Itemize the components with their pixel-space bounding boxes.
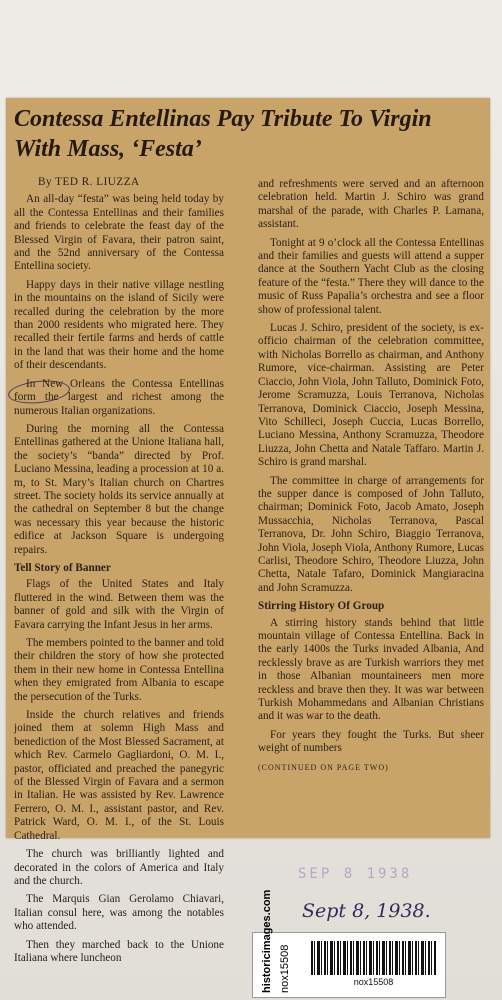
barcode-number: nox15508 (353, 977, 394, 987)
paragraph: Tonight at 9 o’clock all the Contessa Entellinas and their families and guests will attend a supper dance at the Southern Yacht Club as the closing feature of the “festa.” There they will dance to the music of Russ Papalia’s orchestra and see a floor show of professional talent. (258, 236, 484, 316)
paragraph: Lucas J. Schiro, president of the society, is ex-officio chairman of the celebration committee, with Nicholas Borrello as chairman, and Anthony Rumore, vice-chairman. Assisting are Peter Ciaccio, John Viola, John Talluto, Dominick Foto, Jerome Scramuzza, Louis Terranova, Nicholas Terranova, Dominick Ciaccio, Joseph Messina, Vito Schilleci, Joseph Cuccia, Lucas Borrello, Luciano Messina, Anthony Scramuzza, Theodore Liuzza, John Chetta and Natale Taffaro. Martin J. Schiro is grand marshal. (258, 322, 484, 469)
continued-notice: (CONTINUED ON PAGE TWO) (258, 762, 389, 772)
barcode-bars (311, 941, 436, 975)
paragraph: The members pointed to the banner and told their children the story of how she protected them in their new home in Contessa Entellina when they emigrated from Albania to escape the persecution of the Turks. (14, 637, 224, 703)
paragraph: Flags of the United States and Italy fluttered in the wind. Between them was the banner of gold and silk with the Virgin of Favara carrying the Infant Jesus in her arms. (14, 578, 224, 631)
paragraph: and refreshments were served and an afternoon celebration held. Martin J. Schiro was grand marshal of the parade, with Charles P. Lamana, assistant. (258, 178, 484, 231)
paragraph: The Marquis Gian Gerolamo Chiavari, Italian consul here, was among the notables who attended. (14, 893, 224, 933)
headline: Contessa Entellinas Pay Tribute To Virgin With Mass, ‘Festa’ (14, 106, 432, 162)
paragraph: In New Orleans the Contessa Entellinas form the largest and richest among the numerous Italian organizations. (14, 377, 224, 417)
paragraph: For years they fought the Turks. But sheer weight of numbers (258, 728, 484, 755)
paragraph: An all-day “festa” was being held today by all the Contessa Entellinas and their families and friends to celebrate the feast day of the Blessed Virgin of Favara, their patron saint, and the 52nd anniversary of the Contessa Entellina society. (14, 193, 224, 273)
subhead: Tell Story of Banner (14, 561, 111, 574)
handwritten-date: Sept 8, 1938. (302, 900, 431, 922)
paragraph: Then they marched back to the Unione Italiana where luncheon (14, 938, 224, 964)
date-stamp: SEP 8 1938 (298, 866, 413, 882)
paragraph: The church was brilliantly lighted and decorated in the colors of America and Italy and the church. (14, 848, 224, 887)
barcode-site-text: historicimages.com (261, 889, 273, 993)
subhead: Stirring History Of Group (258, 600, 385, 613)
byline: By TED R. LIUZZA (38, 176, 140, 188)
paragraph: During the morning all the Contessa Entellinas gathered at the Unione Italiana hall, the society’s “banda” directed by Prof. Luciano Messina, leading a procession at 10 a. m, to St. Mary’s Italian church on Chartres street. The society holds its service annually at the cathedral on September 8 but the change was necessary this year because the historic edifice at Jackson Square is undergoing repairs. (14, 422, 224, 556)
paragraph: Inside the church relatives and friends joined them at solemn High Mass and benediction of the Most Blessed Sacrament, at which Rev. Carmelo Gagliardoni, O. M. I., pastor, officiated and preached the panegyric of the Blessed Virgin of Favara and a sermon in Italian. He was assisted by Rev. Lawrence Ferrero, O. M. I., assistant pastor, and Rev. Patrick Ward, O. M. I., of the St. Louis Cathedral. (14, 709, 224, 842)
right-column (258, 178, 484, 774)
paragraph: A stirring history stands behind that little mountain village of Contessa Entellina. Back in the early 1400s the Turks invaded Albania, And recklessly brave as are Turkish warriors they met in those Albanian mountaineers men more reckless and brave then they. It was war between Turkish Mohammedans and Albanian Christians and it was war to the death. (258, 616, 484, 723)
paragraph: The committee in charge of arrangements for the supper dance is composed of John Talluto, chairman; Dominick Foto, Jacob Amato, Joseph Mussacchia, Nicholas Terranova, Pascal Terranova, Dr. John Schiro, Biaggio Terranova, John Viola, Joseph Viola, Anthony Rumore, Lucas Carlisi, Theodore Schiro, Theodore Liuzza, John Chetta, Natale Tafaro, Dominick Mangiaracina and John Scramuzza. (258, 474, 485, 594)
barcode-code-text: nox15508 (279, 944, 291, 993)
left-column (14, 176, 224, 970)
paragraph: Happy days in their native village nestling in the mountains on the island of Sicily were recalled during the celebration by the more than 2000 residents who migrated here. They recalled their fertile farms and herds of cattle in the land that was their home and the home of their descendants. (14, 278, 224, 372)
